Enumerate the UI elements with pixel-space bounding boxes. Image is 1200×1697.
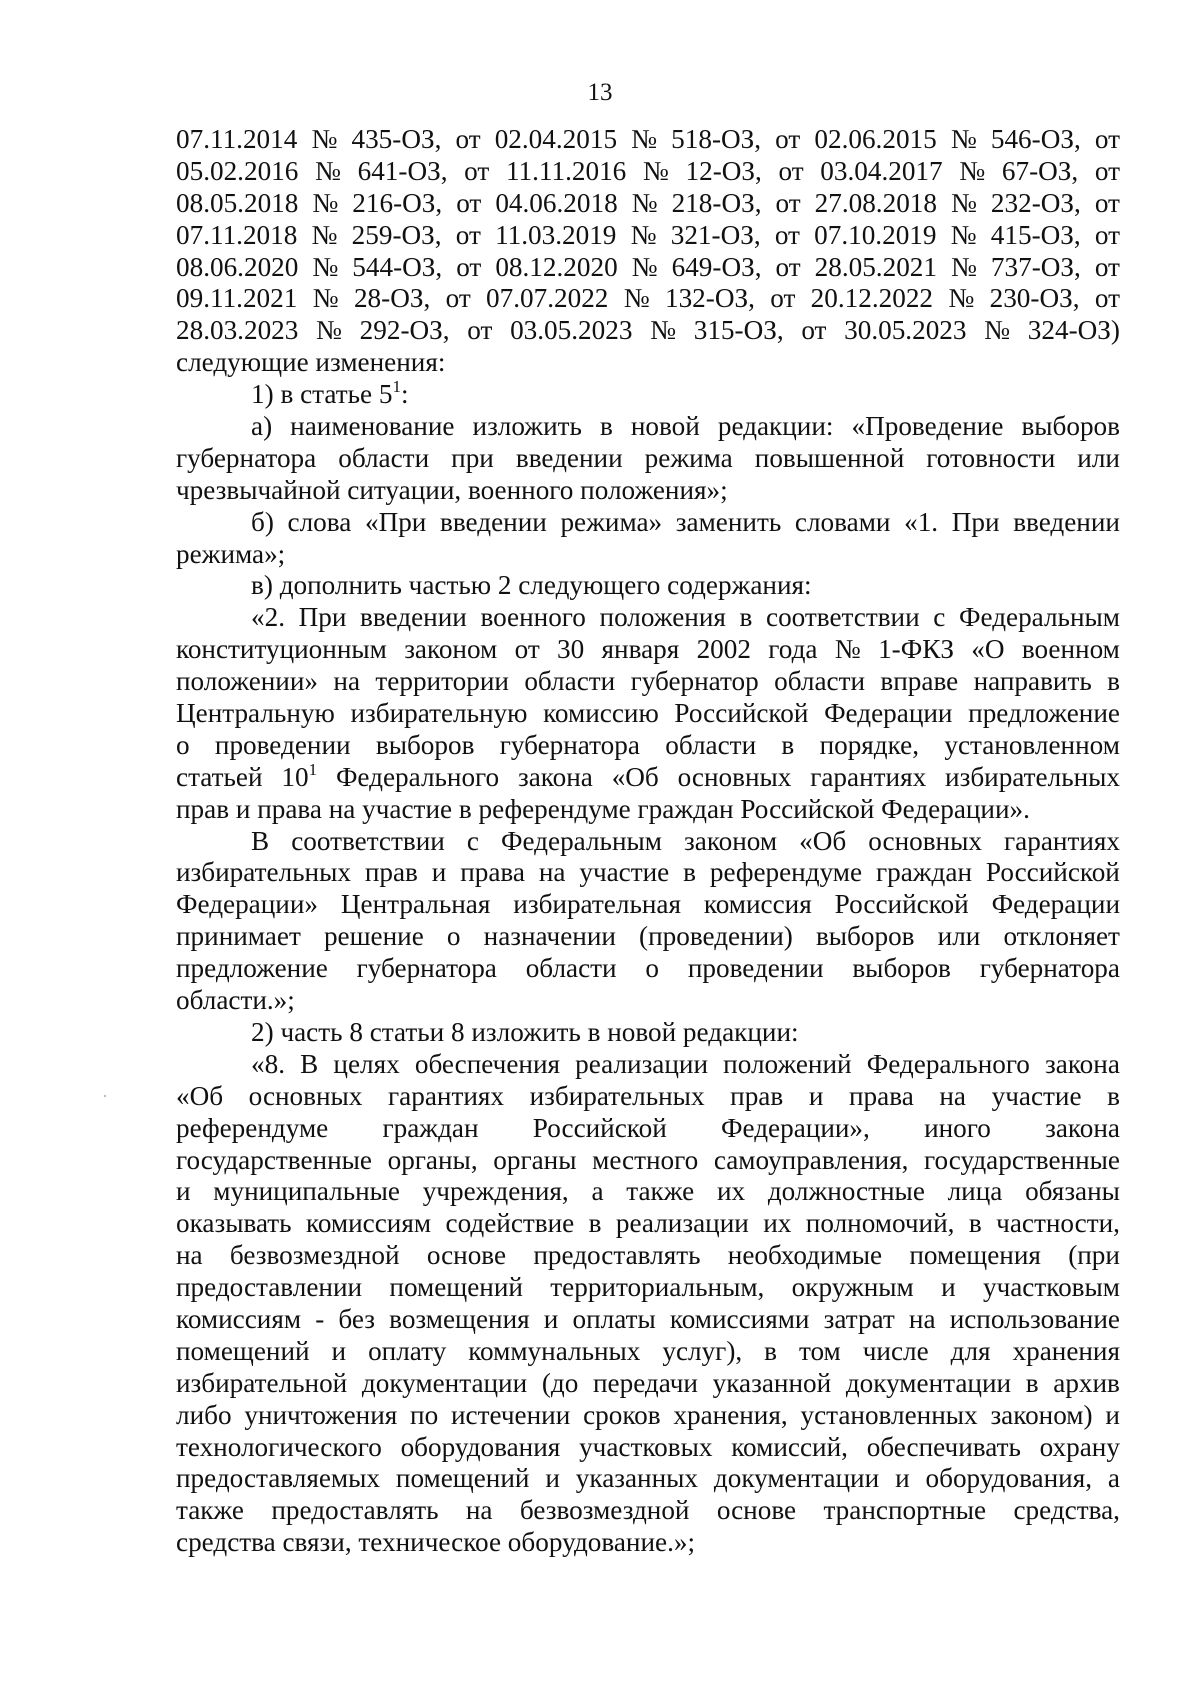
text-line: 08.06.2020 № 544-ОЗ, от 08.12.2020 № 649-ОЗ, от 28.05.2021 № 737-ОЗ, от	[176, 251, 1120, 282]
superscript: 1	[392, 377, 401, 397]
scan-speck	[104, 1095, 106, 1097]
text-line: статьей $10^1$ Федерального закона «Об основных гарантиях избирательных	[176, 759, 1120, 792]
text-line: В соответствии с Федеральным законом «Об основных гарантиях	[251, 825, 1120, 856]
text-line: предложение губернатора области о проведении выборов губернатора	[176, 953, 1120, 984]
text-line: режима»;	[176, 538, 286, 569]
text-line: государственные органы, органы местного самоуправления, государственные	[176, 1144, 1120, 1175]
text-line: также предоставлять на безвозмездной основе транспортные средства,	[176, 1495, 1120, 1526]
text-line: референдуме граждан Российской Федерации», иного закона	[176, 1112, 1120, 1143]
text-line: прав и права на участие в референдуме граждан Российской Федерации».	[176, 793, 1030, 824]
text-line: оказывать комиссиям содействие в реализации их полномочий, в частности,	[176, 1208, 1120, 1239]
text-line: 05.02.2016 № 641-ОЗ, от 11.11.2016 № 12-ОЗ, от 03.04.2017 № 67-ОЗ, от	[176, 155, 1120, 186]
text-line: избирательных прав и права на участие в референдуме граждан Российской	[176, 857, 1120, 888]
text-line: 28.03.2023 № 292-ОЗ, от 03.05.2023 № 315-ОЗ, от 30.05.2023 № 324-ОЗ)	[176, 315, 1120, 346]
text-line: конституционным законом от 30 января 2002 года № 1-ФКЗ «О военном	[176, 634, 1120, 665]
text-line: 1) в статье $5^1$:	[251, 377, 409, 410]
text-line: либо уничтожения по истечении сроков хранения, установленных законом) и	[176, 1399, 1120, 1430]
text-line: в) дополнить частью 2 следующего содержания:	[251, 570, 812, 601]
text-line: о проведении выборов губернатора области в порядке, установленном	[176, 729, 1120, 760]
page-number: 13	[587, 79, 613, 106]
text-line: на безвозмездной основе предоставлять необходимые помещения (при	[176, 1240, 1120, 1271]
text-line: Центральную избирательную комиссию Российской Федерации предложение	[176, 698, 1120, 729]
text-line: предоставлении помещений территориальным, окружным и участковым	[176, 1272, 1120, 1303]
text-line: положении» на территории области губернатор области вправе направить в	[176, 666, 1120, 697]
superscript: 1	[308, 759, 318, 779]
text-line: технологического оборудования участковых комиссий, обеспечивать охрану	[176, 1431, 1120, 1462]
text-line: избирательной документации (до передачи указанной документации в архив	[176, 1367, 1120, 1398]
text-line: и муниципальные учреждения, а также их должностные лица обязаны	[176, 1176, 1120, 1207]
text-line: а) наименование изложить в новой редакции: «Проведение выборов	[251, 411, 1120, 442]
text-line: следующие изменения:	[176, 347, 446, 378]
text-line: области.»;	[176, 985, 295, 1016]
text-line: 07.11.2014 № 435-ОЗ, от 02.04.2015 № 518-ОЗ, от 02.06.2015 № 546-ОЗ, от	[176, 124, 1120, 154]
text-line: 2) часть 8 статьи 8 изложить в новой редакции:	[251, 1016, 799, 1047]
text-line: губернатора области при введении режима повышенной готовности или	[176, 442, 1120, 473]
text-line: 07.11.2018 № 259-ОЗ, от 11.03.2019 № 321-ОЗ, от 07.10.2019 № 415-ОЗ, от	[176, 219, 1120, 250]
document-body	[176, 124, 1120, 1559]
text-line: б) слова «При введении режима» заменить словами «1. При введении	[251, 506, 1120, 537]
text-line: 09.11.2021 № 28-ОЗ, от 07.07.2022 № 132-ОЗ, от 20.12.2022 № 230-ОЗ, от	[176, 283, 1120, 314]
text-line: «8. В целях обеспечения реализации положений Федерального закона	[251, 1048, 1120, 1079]
text-line: средства связи, техническое оборудование.»;	[176, 1527, 696, 1558]
text-line: принимает решение о назначении (проведении) выборов или отклоняет	[176, 921, 1120, 952]
text-line: 08.05.2018 № 216-ОЗ, от 04.06.2018 № 218-ОЗ, от 27.08.2018 № 232-ОЗ, от	[176, 187, 1120, 218]
text-line: помещений и оплату коммунальных услуг), в том числе для хранения	[176, 1335, 1120, 1366]
text-line: комиссиям - без возмещения и оплаты комиссиями затрат на использование	[176, 1303, 1120, 1334]
text-line: предоставляемых помещений и указанных документации и оборудования, а	[176, 1463, 1120, 1494]
text-line: «2. При введении военного положения в соответствии с Федеральным	[251, 602, 1120, 633]
text-line: Федерации» Центральная избирательная комиссия Российской Федерации	[176, 889, 1120, 920]
text-line: «Об основных гарантиях избирательных прав и права на участие в	[176, 1080, 1120, 1111]
text-line: чрезвычайной ситуации, военного положения»;	[176, 474, 728, 505]
